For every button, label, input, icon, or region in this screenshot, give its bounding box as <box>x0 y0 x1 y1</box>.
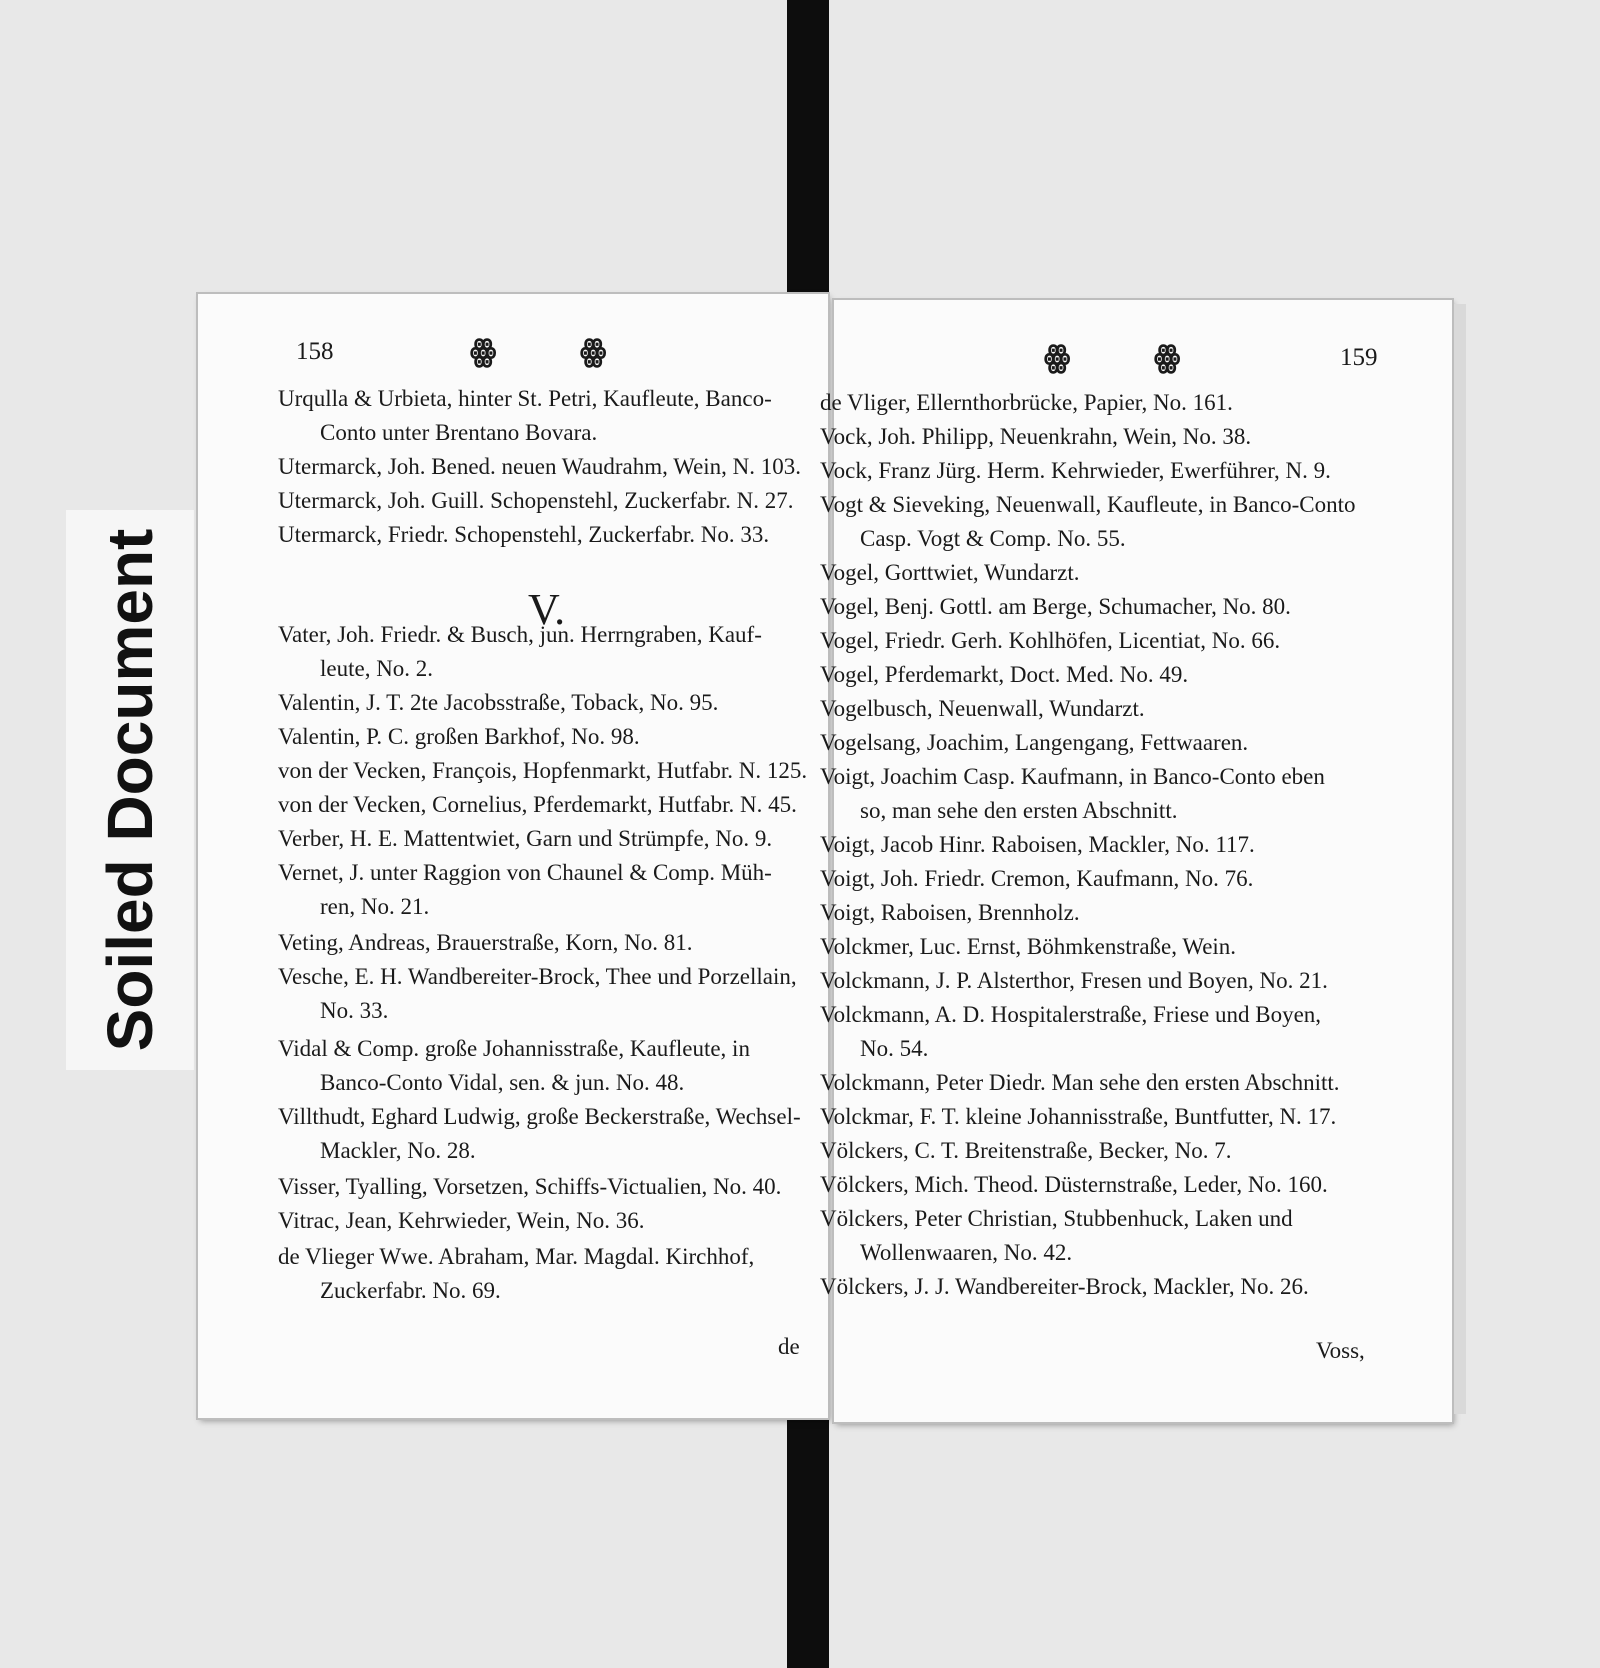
entry-line: Vogelsang, Joachim, Langengang, Fettwaaren. <box>820 730 1249 755</box>
entry-line: Vock, Joh. Philipp, Neuenkrahn, Wein, No. 38. <box>820 424 1252 449</box>
page-number-right: 159 <box>1340 344 1378 371</box>
entry-line: Vernet, J. unter Raggion von Chaunel & Comp. Müh- <box>278 860 772 885</box>
entry-line: Vesche, E. H. Wandbereiter-Brock, Thee und Porzellain, <box>278 964 797 989</box>
entry-line: Volckmann, J. P. Alsterthor, Fresen und Boyen, No. 21. <box>820 968 1328 993</box>
entry-line: Utermarck, Joh. Guill. Schopenstehl, Zuckerfabr. N. 27. <box>278 488 794 513</box>
entry-line: Vogt & Sieveking, Neuenwall, Kaufleute, in Banco-Conto <box>820 492 1356 517</box>
entry-line: so, man sehe den ersten Abschnitt. <box>860 798 1178 823</box>
entry-line: Utermarck, Joh. Bened. neuen Waudrahm, Wein, N. 103. <box>278 454 802 479</box>
entry-line: von der Vecken, François, Hopfenmarkt, Hutfabr. N. 125. <box>278 758 808 783</box>
entry-line: Voigt, Joachim Casp. Kaufmann, in Banco-Conto eben <box>820 764 1325 789</box>
entry-line: Valentin, J. T. 2te Jacobsstraße, Toback, No. 95. <box>278 690 719 715</box>
entry-line: Völckers, Mich. Theod. Düsternstraße, Leder, No. 160. <box>820 1172 1328 1197</box>
entry-line: Vogel, Pferdemarkt, Doct. Med. No. 49. <box>820 662 1189 687</box>
entry-line: Casp. Vogt & Comp. No. 55. <box>860 526 1126 551</box>
entry-line: leute, No. 2. <box>320 656 434 681</box>
entry-line: Vock, Franz Jürg. Herm. Kehrwieder, Ewerführer, N. 9. <box>820 458 1331 483</box>
left-page <box>198 294 828 1418</box>
entry-line: Vidal & Comp. große Johannisstraße, Kaufleute, in <box>278 1036 750 1061</box>
binding-strip-top <box>787 0 829 300</box>
document-label: Soiled Document <box>94 528 166 1052</box>
entry-line: Verber, H. E. Mattentwiet, Garn und Strümpfe, No. 9. <box>278 826 773 851</box>
entry-line: Mackler, No. 28. <box>320 1138 476 1163</box>
entry-line: de Vlieger Wwe. Abraham, Mar. Magdal. Kirchhof, <box>278 1244 755 1269</box>
entry-line: Vitrac, Jean, Kehrwieder, Wein, No. 36. <box>278 1208 645 1233</box>
entry-line: Volckmar, F. T. kleine Johannisstraße, Buntfutter, N. 17. <box>820 1104 1337 1129</box>
right-page <box>820 300 1452 1422</box>
entry-line: Urqulla & Urbieta, hinter St. Petri, Kaufleute, Banco- <box>278 386 772 411</box>
binding-strip-bottom <box>787 1420 829 1668</box>
entry-line: Zuckerfabr. No. 69. <box>320 1278 501 1303</box>
entry-line: Völckers, J. J. Wandbereiter-Brock, Mackler, No. 26. <box>820 1274 1309 1299</box>
entry-line: Villthudt, Eghard Ludwig, große Beckerstraße, Wechsel- <box>278 1104 801 1129</box>
entry-line: Völckers, Peter Christian, Stubbenhuck, Laken und <box>820 1206 1293 1231</box>
page-edge <box>1454 304 1466 1414</box>
entry-line: Wollenwaaren, No. 42. <box>860 1240 1073 1265</box>
entry-line: ren, No. 21. <box>320 894 430 919</box>
entry-line: Völckers, C. T. Breitenstraße, Becker, No. 7. <box>820 1138 1232 1163</box>
entry-line: Vogel, Gorttwiet, Wundarzt. <box>820 560 1080 585</box>
entry-line: von der Vecken, Cornelius, Pferdemarkt, Hutfabr. N. 45. <box>278 792 797 817</box>
entry-line: Vogel, Benj. Gottl. am Berge, Schumacher, No. 80. <box>820 594 1291 619</box>
entry-line: Vogelbusch, Neuenwall, Wundarzt. <box>820 696 1145 721</box>
entry-line: Voigt, Raboisen, Brennholz. <box>820 900 1080 925</box>
entry-line: Volckmann, Peter Diedr. Man sehe den ersten Abschnitt. <box>820 1070 1340 1095</box>
entry-line: Visser, Tyalling, Vorsetzen, Schiffs-Victualien, No. 40. <box>278 1174 782 1199</box>
entry-line: Valentin, P. C. großen Barkhof, No. 98. <box>278 724 640 749</box>
left-page-header <box>198 335 828 372</box>
entry-line: Volckmann, A. D. Hospitalerstraße, Friese und Boyen, <box>820 1002 1322 1027</box>
ornament-left-a: ꙮ <box>470 335 493 368</box>
entry-line: Voigt, Jacob Hinr. Raboisen, Mackler, No. 117. <box>820 832 1255 857</box>
ornament-right-a: ꙮ <box>1044 341 1067 374</box>
entry-line: Vogel, Friedr. Gerh. Kohlhöfen, Licentiat, No. 66. <box>820 628 1281 653</box>
right-page-header <box>834 341 1452 378</box>
entry-line: Vater, Joh. Friedr. & Busch, jun. Herrngraben, Kauf- <box>278 622 762 647</box>
section-letter: V. <box>528 585 566 634</box>
entry-line: No. 33. <box>320 998 389 1023</box>
entry-line: No. 54. <box>860 1036 929 1061</box>
page-number-left: 158 <box>296 338 334 365</box>
ornament-right-b: ꙮ <box>1154 341 1177 374</box>
ornament-left-b: ꙮ <box>580 335 603 368</box>
entry-line: Utermarck, Friedr. Schopenstehl, Zuckerfabr. No. 33. <box>278 522 770 547</box>
entry-line: Volckmer, Luc. Ernst, Böhmkenstraße, Wein. <box>820 934 1237 959</box>
entry-line: de Vliger, Ellernthorbrücke, Papier, No. 161. <box>820 390 1233 415</box>
entry-line: Veting, Andreas, Brauerstraße, Korn, No. 81. <box>278 930 693 955</box>
catchword-left: de <box>778 1334 800 1359</box>
entry-line: Conto unter Brentano Bovara. <box>320 420 598 445</box>
entry-line: Banco-Conto Vidal, sen. & jun. No. 48. <box>320 1070 685 1095</box>
catchword-right: Voss, <box>1316 1338 1365 1363</box>
entry-line: Voigt, Joh. Friedr. Cremon, Kaufmann, No. 76. <box>820 866 1254 891</box>
